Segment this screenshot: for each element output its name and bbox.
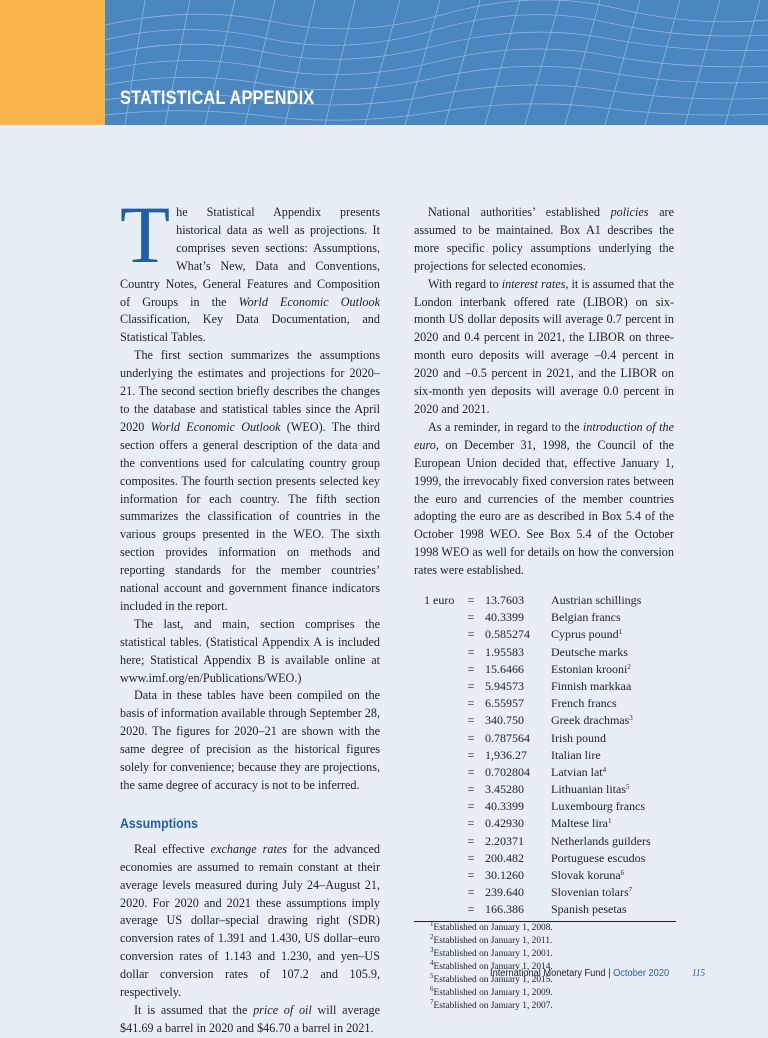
footnote-marker: 4 bbox=[602, 765, 607, 774]
rate-value: 1.95583 bbox=[485, 644, 524, 659]
rate-currency: Lithuanian litas$^5$ bbox=[551, 782, 630, 797]
rate-row bbox=[414, 901, 674, 918]
section-heading-assumptions: Assumptions bbox=[120, 814, 199, 831]
conversion-rates-table bbox=[414, 592, 674, 919]
rate-row bbox=[414, 644, 674, 661]
rate-row bbox=[414, 609, 674, 626]
rate-equals: = bbox=[467, 713, 475, 728]
footnote-marker: 3 bbox=[629, 714, 633, 723]
rate-currency: Portuguese escudos bbox=[551, 850, 646, 865]
rate-value: 0.702804 bbox=[485, 764, 530, 779]
rate-equals: = bbox=[467, 816, 475, 831]
rate-label bbox=[414, 781, 458, 798]
rate-row bbox=[414, 764, 674, 781]
rate-currency: Maltese lira$^1$ bbox=[551, 816, 612, 831]
rate-value: 0.787564 bbox=[485, 730, 530, 745]
rate-label bbox=[414, 850, 458, 867]
footnote-marker: 2 bbox=[627, 662, 631, 671]
rate-equals: = bbox=[467, 678, 475, 693]
rate-value: 3.45280 bbox=[485, 782, 524, 797]
page-title: STATISTICAL APPENDIX bbox=[120, 88, 315, 109]
rate-row bbox=[414, 626, 674, 643]
rate-value: 1,936.27 bbox=[485, 747, 527, 762]
rate-currency: French francs bbox=[551, 696, 617, 711]
rate-label bbox=[414, 833, 458, 850]
rate-equals: = bbox=[467, 868, 475, 883]
rate-equals: = bbox=[467, 610, 475, 625]
rate-currency: Slovak koruna$^6$ bbox=[551, 868, 625, 883]
rate-label bbox=[414, 798, 458, 815]
rate-row bbox=[414, 884, 674, 901]
rate-currency: Latvian lat$^4$ bbox=[551, 764, 607, 779]
rate-label bbox=[414, 712, 458, 729]
intro-paragraph-4: Data in these tables have been compiled on the basis of information available through September 28, 2020. The figures for 2020–21 are shown with the same degree of precision as the historical figures solely for convenience; because they are projections, the same degree of accuracy is not to be inferred. bbox=[120, 688, 380, 792]
rate-equals: = bbox=[467, 661, 475, 676]
footnote-marker: 5 bbox=[625, 783, 630, 792]
rate-label bbox=[414, 609, 458, 626]
rate-equals: = bbox=[467, 850, 475, 865]
rate-value: 2.20371 bbox=[485, 833, 524, 848]
rate-row bbox=[414, 815, 674, 832]
left-column bbox=[120, 189, 381, 1038]
rate-row bbox=[414, 781, 674, 798]
footer-date: October 2020 bbox=[613, 967, 670, 979]
rate-value: 0.585274 bbox=[485, 627, 530, 642]
rate-label bbox=[414, 644, 458, 661]
rate-label bbox=[414, 747, 458, 764]
footnote-marker: 7 bbox=[628, 886, 633, 895]
rate-value: 340.750 bbox=[485, 713, 524, 728]
footnote-marker: 1 bbox=[607, 817, 612, 826]
rate-row bbox=[414, 730, 674, 747]
rate-currency: Deutsche marks bbox=[551, 644, 628, 659]
rate-value: 0.42930 bbox=[485, 816, 524, 831]
footnote: $^6$Established on January 1, 2009. bbox=[430, 985, 553, 999]
rate-row bbox=[414, 678, 674, 695]
rate-equals: = bbox=[467, 799, 475, 814]
rate-currency: Estonian krooni$^2$ bbox=[551, 661, 631, 676]
rate-value: 239.640 bbox=[485, 885, 524, 900]
rate-row bbox=[414, 661, 674, 678]
footer-separator: | bbox=[605, 967, 614, 979]
rate-equals: = bbox=[467, 696, 475, 711]
assumptions-paragraph-2: It is assumed that the price of oil will average $41.69 a barrel in 2020 and $46.70 a barrel in 2021. bbox=[120, 1002, 380, 1035]
rate-label bbox=[414, 695, 458, 712]
rate-equals: = bbox=[467, 902, 475, 917]
rate-currency: Finnish markkaa bbox=[551, 678, 632, 693]
rate-currency: Slovenian tolars$^7$ bbox=[551, 885, 633, 900]
rate-currency: Austrian schillings bbox=[551, 593, 642, 608]
rate-label bbox=[414, 901, 458, 918]
intro-paragraph-1: The Statistical Appendix presents historical data as well as projections. It comprises seven sections: Assumptions, What’s New, Data and Conventions, Country Notes, General Features and Composition of Groups in the World Economic Outlook Classification, Key Data Documentation, and Statistical Tables. bbox=[120, 189, 380, 345]
rate-label bbox=[414, 626, 458, 643]
dropcap: T bbox=[120, 189, 171, 280]
rate-currency: Cyprus pound$^1$ bbox=[551, 627, 623, 642]
footnote: $^2$Established on January 1, 2011. bbox=[430, 932, 553, 946]
footnote: $^5$Established on January 1, 2015. bbox=[430, 971, 553, 985]
rate-currency: Luxembourg francs bbox=[551, 799, 646, 814]
rate-equals: = bbox=[467, 833, 475, 848]
footnote: $^4$Established on January 1, 2014. bbox=[430, 958, 553, 972]
rate-label bbox=[414, 678, 458, 695]
rate-row bbox=[414, 712, 674, 729]
right-column bbox=[414, 204, 674, 1013]
rate-label: 1 euro bbox=[424, 593, 455, 608]
footnote: $^1$Established on January 1, 2008. bbox=[430, 919, 553, 933]
rate-currency: Spanish pesetas bbox=[551, 902, 627, 917]
rate-label bbox=[414, 730, 458, 747]
rate-value: 30.1260 bbox=[485, 868, 524, 883]
rate-row bbox=[414, 798, 674, 815]
rate-currency: Italian lire bbox=[551, 747, 601, 762]
policies-paragraph: National authorities’ established policies are assumed to be maintained. Box A1 describes the more specific policy assumptions underlying the projections for selected economies. bbox=[414, 205, 674, 273]
rate-equals: = bbox=[467, 885, 475, 900]
rate-row bbox=[414, 850, 674, 867]
rate-currency: Netherlands guilders bbox=[551, 833, 651, 848]
rate-value: 40.3399 bbox=[485, 610, 524, 625]
euro-paragraph: As a reminder, in regard to the introduction of the euro, on December 31, 1998, the Council of the European Union decided that, effective January 1, 1999, the irrevocably fixed conversion rates between the euro and currencies of the member countries adopting the euro are as described in Box 5.4 of the October 1998 WEO. See Box 5.4 of the October 1998 WEO as well for details on how the conversion rates were established. bbox=[414, 419, 674, 578]
rate-currency: Belgian francs bbox=[551, 610, 621, 625]
assumptions-paragraph-1: Real effective exchange rates for the advanced economies are assumed to remain constant at their average levels measured during July 24–August 21, 2020. For 2020 and 2021 these assumptions imply average US dollar–special drawing right (SDR) conversion rates of 1.391 and 1.430, US dollar–euro conversion rates of 1.143 and 1.230, and yen–US dollar conversion rates of 107.2 and 105.9, respectively. bbox=[120, 841, 381, 1000]
footnote-marker: 1 bbox=[618, 628, 623, 637]
rate-label bbox=[414, 884, 458, 901]
rate-value: 5.94573 bbox=[485, 678, 524, 693]
interest-rates-paragraph: With regard to interest rates, it is assumed that the London interbank offered rate (LIBOR) on six-month US dollar deposits will average 0.7 percent in 2020 and 0.4 percent in 2021, the LIBOR on three-month euro deposits will average –0.4 percent in 2020 and –0.5 percent in 2021, and the LIBOR on six-month yen deposits will average 0.0 percent in 2020 and 2021. bbox=[414, 276, 674, 416]
rate-equals: = bbox=[467, 730, 475, 745]
header-banner bbox=[0, 0, 768, 125]
rate-label bbox=[414, 815, 458, 832]
rate-value: 15.6466 bbox=[485, 661, 524, 676]
rate-value: 200.482 bbox=[485, 850, 524, 865]
rate-equals: = bbox=[467, 764, 475, 779]
rate-equals: = bbox=[467, 627, 475, 642]
rate-value: 6.55957 bbox=[485, 696, 524, 711]
rate-label bbox=[414, 661, 458, 678]
rate-row bbox=[414, 592, 674, 609]
page-number: 115 bbox=[691, 968, 706, 979]
rate-value: 40.3399 bbox=[485, 799, 524, 814]
footer-publisher: International Monetary Fund bbox=[490, 967, 606, 979]
rate-label bbox=[414, 764, 458, 781]
banner-orange-block bbox=[0, 0, 105, 125]
rate-label bbox=[414, 867, 458, 884]
footnote-marker: 6 bbox=[620, 869, 625, 878]
rate-row bbox=[414, 747, 674, 764]
rate-equals: = bbox=[467, 644, 475, 659]
rate-currency: Greek drachmas$^3$ bbox=[551, 713, 633, 728]
rate-value: 13.7603 bbox=[485, 593, 524, 608]
rate-row bbox=[414, 833, 674, 850]
intro-paragraph-3: The last, and main, section comprises the statistical tables. (Statistical Appendix A is included here; Statistical Appendix B is available online at www.imf.org/en/Publications/WEO.) bbox=[120, 616, 380, 685]
rate-equals: = bbox=[467, 593, 475, 608]
rate-currency: Irish pound bbox=[551, 730, 606, 745]
rate-equals: = bbox=[467, 782, 475, 797]
rate-equals: = bbox=[467, 747, 475, 762]
footnote: $^3$Established on January 1, 2001. bbox=[430, 945, 553, 959]
intro-paragraph-2: The first section summarizes the assumptions underlying the estimates and projections for 2020–21. The second section briefly describes the changes to the database and statistical tables since the April 2020 World Economic Outlook (WEO). The third section offers a general description of the data and the conventions used for calculating country group composites. The fourth section presents selected key information for each country. The fifth section summarizes the classification of countries in the various groups presented in the WEO. The sixth section provides information on methods and reporting standards for the member countries’ national account and government finance indicators included in the report. bbox=[120, 348, 380, 613]
rate-value: 166.386 bbox=[485, 902, 524, 917]
rate-row bbox=[414, 695, 674, 712]
rate-row bbox=[414, 867, 674, 884]
page-footer bbox=[490, 967, 705, 979]
footnote: $^7$Established on January 1, 2007. bbox=[430, 998, 553, 1012]
